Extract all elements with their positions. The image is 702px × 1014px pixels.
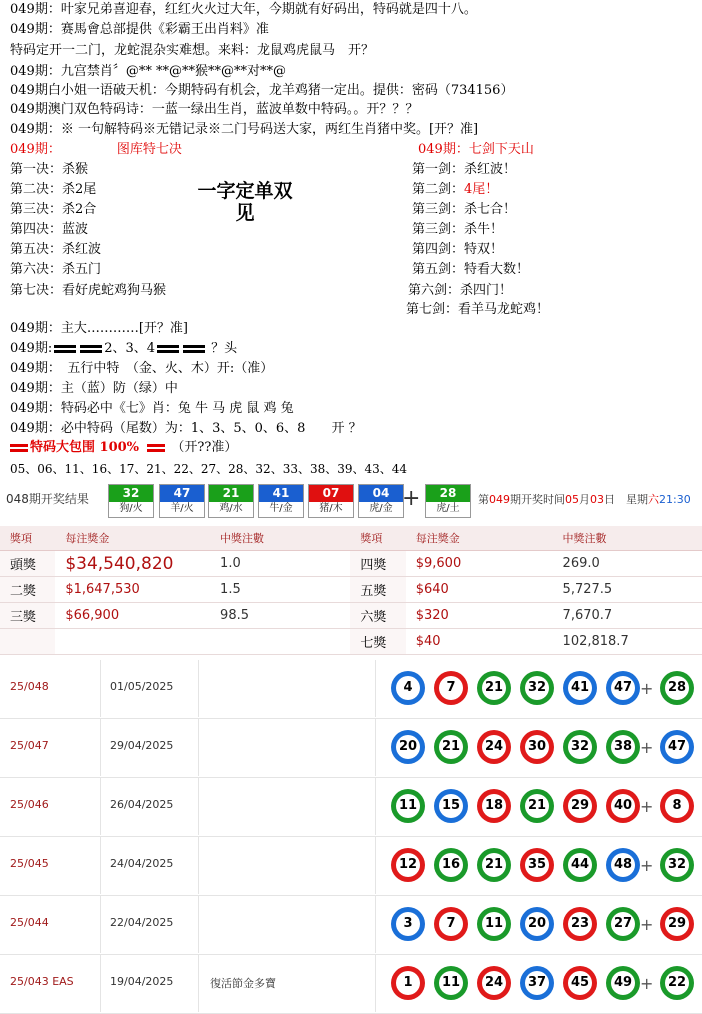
plus-sign: +: [640, 738, 654, 757]
ball-number: 45: [568, 971, 592, 995]
lottery-ball: [606, 966, 640, 1000]
right-item: [412, 260, 529, 279]
ball-number: 12: [396, 853, 420, 877]
draw-date: 22/04/2025: [110, 916, 174, 929]
result-ball-chip: [425, 484, 471, 518]
draw-number: 25/044: [10, 916, 49, 929]
result-ball-number: 04: [359, 485, 403, 502]
prize-amount: $34,540,820: [55, 551, 210, 577]
column-separator: [198, 896, 199, 953]
draw-result-strip: [0, 482, 702, 518]
right-item-label: 第四剑：: [412, 242, 465, 257]
prize-tier: 四獎: [350, 551, 405, 577]
lottery-ball: [434, 848, 468, 882]
lottery-ball: [520, 907, 554, 941]
history-row: [0, 778, 702, 837]
history-row: [0, 896, 702, 955]
left-item: 第一决：杀猴: [10, 162, 89, 177]
result-ball-number: 07: [309, 485, 353, 502]
result-ball-number: 28: [426, 485, 470, 502]
column-separator: [198, 719, 199, 776]
draw-number: 25/047: [10, 739, 49, 752]
ball-number: 29: [665, 912, 689, 936]
left-item: 第三决：杀2合: [10, 202, 97, 217]
prize-tier: 二獎: [0, 577, 55, 603]
ball-number: 24: [482, 971, 506, 995]
prize-amount: $320: [406, 603, 553, 629]
result-ball-zodiac: 狗/火: [119, 503, 143, 514]
lottery-ball: [391, 907, 425, 941]
draw-number: 25/043 EAS: [10, 975, 74, 988]
prediction-line-6: 049期澳门双色特码诗：一蓝一绿出生肖，蓝波单数中特码。。开？？？: [10, 102, 419, 117]
lower-line-3: 049期： 五行中特 （金、火、木）开:（准）: [10, 361, 274, 376]
prediction-line-1: 049期：叶家兄弟喜迎春，红红火火过大年，今期就有好码出，特码就是四十八。: [10, 2, 477, 17]
ball-number: 21: [482, 853, 506, 877]
ball-number: 7: [439, 912, 463, 936]
lottery-ball: [391, 671, 425, 705]
prize-tier: [0, 629, 55, 655]
prediction-line-3: 特码定开一二门，龙蛇混杂实难想。来料：龙鼠鸡虎鼠马 开？: [10, 43, 375, 58]
lottery-ball: [434, 907, 468, 941]
ball-number: 47: [665, 735, 689, 759]
center-big-line-1: 一字定单双: [197, 180, 293, 202]
result-ball-chip: [208, 484, 254, 518]
lower-line-4: 049期：主（蓝）防（绿）中: [10, 381, 178, 396]
prize-header: 獎項: [350, 526, 405, 551]
lottery-ball: [520, 848, 554, 882]
prize-row: [0, 603, 702, 629]
lottery-ball: [520, 671, 554, 705]
right-item: [412, 200, 516, 219]
lottery-ball: [606, 907, 640, 941]
column-separator: [100, 837, 101, 894]
ball-number: 3: [396, 912, 420, 936]
ball-number: 24: [482, 735, 506, 759]
result-ball-number: 21: [209, 485, 253, 502]
prize-winners: 98.5: [210, 603, 350, 629]
lottery-ball: [434, 966, 468, 1000]
right-item-label: 第一剑：: [412, 162, 465, 177]
draw-date: 19/04/2025: [110, 975, 174, 988]
ball-number: 37: [525, 971, 549, 995]
lottery-ball: [520, 730, 554, 764]
left-item: 第五决：杀红波: [10, 242, 102, 257]
result-ball-zodiac: 虎/金: [369, 503, 393, 514]
lower-line-2-suffix: ？头: [211, 341, 238, 356]
lower-line-1: 049期：主大…………[开？准]: [10, 321, 188, 336]
result-ball-chip: [108, 484, 154, 518]
lottery-ball: [563, 789, 597, 823]
right-item-value: 杀四门！: [460, 283, 513, 298]
lottery-ball: [520, 966, 554, 1000]
result-ball-zodiac: 鸡/水: [219, 503, 243, 514]
left-item: 第四决：蓝波: [10, 222, 89, 237]
plus-sign: +: [640, 915, 654, 934]
lottery-ball: [606, 848, 640, 882]
info-day: 03: [590, 493, 604, 506]
result-ball-number: 47: [160, 485, 204, 502]
lottery-ball: [391, 730, 425, 764]
right-item-value: 看羊马龙蛇鸡！: [458, 302, 550, 317]
lower-line-6: 049期：必中特码（尾数）为：1、3、5、0、6、8 开 ？: [10, 421, 362, 436]
ball-number: 8: [665, 794, 689, 818]
special-ball: [660, 966, 694, 1000]
ball-number: 11: [396, 794, 420, 818]
ball-number: 30: [525, 735, 549, 759]
left-heading: [10, 140, 182, 159]
ball-number: 1: [396, 971, 420, 995]
draw-date: 29/04/2025: [110, 739, 174, 752]
ball-number: 18: [482, 794, 506, 818]
special-ball: [660, 730, 694, 764]
column-separator: [100, 896, 101, 953]
right-heading-title: 七剑下天山: [468, 142, 534, 157]
lottery-ball: [391, 966, 425, 1000]
column-separator: [375, 778, 376, 835]
bar-mark: [157, 345, 179, 353]
center-big-line-2: 见: [235, 202, 255, 224]
lower-line-7-suffix: （开??准）: [171, 440, 238, 455]
special-ball: [660, 848, 694, 882]
prediction-line-5: 049期白小姐一语破天机：今期特码有机会，龙羊鸡猪一定出。提供：密码（734156）: [10, 83, 514, 98]
result-ball-zodiac: 牛/金: [269, 503, 293, 514]
right-item: [412, 240, 503, 259]
prize-header: 每注獎金: [55, 526, 210, 551]
right-item-label: 第三剑：: [412, 202, 465, 217]
lottery-ball: [563, 671, 597, 705]
ball-number: 35: [525, 853, 549, 877]
lower-line-7-title: 特码大包围 100%: [30, 440, 140, 455]
ball-number: 16: [439, 853, 463, 877]
ball-number: 15: [439, 794, 463, 818]
prize-row: [0, 629, 702, 655]
special-ball: [660, 907, 694, 941]
column-separator: [198, 778, 199, 835]
ball-number: 48: [611, 853, 635, 877]
result-ball-number: 32: [109, 485, 153, 502]
prize-winners: 1.5: [210, 577, 350, 603]
draw-history: [0, 660, 702, 1014]
right-item-label: 第五剑：: [412, 262, 465, 277]
plus-sign: +: [402, 486, 421, 511]
lower-line-2-digits: 2、3、4: [104, 341, 156, 356]
history-row: [0, 837, 702, 896]
column-separator: [100, 955, 101, 1012]
red-bar-mark: [10, 444, 28, 452]
right-item-label: 第三剑：: [412, 222, 465, 237]
lottery-ball: [391, 848, 425, 882]
prize-winners: 269.0: [553, 551, 702, 577]
left-item: 第六决：杀五门: [10, 262, 102, 277]
ball-number: 21: [525, 794, 549, 818]
info-text: 第: [478, 493, 489, 506]
prize-amount: $640: [406, 577, 553, 603]
prize-winners: [210, 629, 350, 655]
prize-amount: $1,647,530: [55, 577, 210, 603]
result-ball-zodiac: 羊/火: [170, 503, 194, 514]
info-month: 05: [565, 493, 579, 506]
lottery-ball: [477, 966, 511, 1000]
ball-number: 21: [439, 735, 463, 759]
ball-number: 11: [439, 971, 463, 995]
right-item: [412, 220, 503, 239]
history-row: [0, 660, 702, 719]
plus-sign: +: [640, 797, 654, 816]
next-draw-info: [478, 491, 691, 507]
history-row: [0, 955, 702, 1014]
column-separator: [198, 660, 199, 717]
left-heading-title: 图库特七决: [116, 142, 182, 157]
result-ball-zodiac: 虎/土: [436, 503, 460, 514]
prize-tier: 六獎: [350, 603, 405, 629]
draw-note: 復活節金多寶: [210, 977, 276, 990]
column-separator: [100, 778, 101, 835]
special-ball: [660, 789, 694, 823]
ball-number: 28: [665, 676, 689, 700]
prize-winners: 1.0: [210, 551, 350, 577]
prize-tier: 頭獎: [0, 551, 55, 577]
right-item: [408, 281, 512, 300]
prize-row: [0, 577, 702, 603]
ball-number: 47: [611, 676, 635, 700]
right-item-value: 特双！: [464, 242, 504, 257]
left-heading-period: 049期：: [10, 142, 61, 157]
lower-line-5: 049期：特码必中《七》肖：兔 牛 马 虎 鼠 鸡 兔: [10, 401, 294, 416]
number-list: 05、06、11、16、17、21、22、27、28、32、33、38、39、43、44: [10, 462, 408, 476]
draw-result-label: 048期开奖结果: [6, 492, 89, 506]
right-item: [406, 300, 549, 319]
plus-sign: +: [640, 856, 654, 875]
lottery-ball: [606, 730, 640, 764]
result-ball-zodiac: 猪/木: [319, 503, 343, 514]
lottery-ball: [477, 730, 511, 764]
prize-header: 獎項: [0, 526, 55, 551]
ball-number: 44: [568, 853, 592, 877]
ball-number: 7: [439, 676, 463, 700]
result-ball-number: 41: [259, 485, 303, 502]
prediction-line-2: 049期：赛馬會总部提供《彩霸王出肖料》准: [10, 22, 269, 37]
prize-table: [0, 526, 702, 655]
ball-number: 38: [611, 735, 635, 759]
lottery-ball: [434, 789, 468, 823]
lower-line-2-period: 049期:: [10, 341, 53, 356]
right-item-value: 特看大数！: [464, 262, 530, 277]
draw-date: 24/04/2025: [110, 857, 174, 870]
ball-number: 4: [396, 676, 420, 700]
info-weekday: 六: [648, 493, 659, 506]
ball-number: 20: [396, 735, 420, 759]
column-separator: [375, 660, 376, 717]
column-separator: [375, 837, 376, 894]
prize-winners: 5,727.5: [553, 577, 702, 603]
lottery-ball: [563, 848, 597, 882]
plus-sign: +: [640, 679, 654, 698]
lottery-ball: [606, 789, 640, 823]
lower-line-7: [10, 438, 237, 457]
prediction-line-4: 049期：九宫禁肖〞@** **@**猴**@**对**@: [10, 64, 286, 79]
lottery-ball: [477, 671, 511, 705]
lottery-ball: [434, 730, 468, 764]
lottery-ball: [477, 848, 511, 882]
result-ball-chip: [159, 484, 205, 518]
red-bar-mark: [147, 444, 165, 452]
lottery-ball: [563, 730, 597, 764]
info-time: 21:30: [659, 493, 691, 506]
info-period: 049: [489, 493, 510, 506]
column-separator: [375, 719, 376, 776]
draw-number: 25/045: [10, 857, 49, 870]
prize-amount: $66,900: [55, 603, 210, 629]
ball-number: 23: [568, 912, 592, 936]
info-text: 期开奖时间: [510, 493, 565, 506]
lottery-ball: [563, 966, 597, 1000]
column-separator: [198, 837, 199, 894]
right-heading: [418, 140, 534, 159]
lottery-ball: [563, 907, 597, 941]
ball-number: 20: [525, 912, 549, 936]
right-item: [412, 160, 516, 179]
prize-amount: [55, 629, 210, 655]
special-ball: [660, 671, 694, 705]
center-big-title: [180, 180, 310, 224]
prize-tier: 五獎: [350, 577, 405, 603]
column-separator: [198, 955, 199, 1012]
prize-row: [0, 551, 702, 577]
prize-winners: 102,818.7: [553, 629, 702, 655]
bar-mark: [183, 345, 205, 353]
bar-mark: [80, 345, 102, 353]
column-separator: [100, 660, 101, 717]
prize-amount: $40: [406, 629, 553, 655]
ball-number: 49: [611, 971, 635, 995]
right-item-label: 第七剑：: [406, 302, 459, 317]
prize-tier: 三獎: [0, 603, 55, 629]
draw-date: 01/05/2025: [110, 680, 174, 693]
draw-date: 26/04/2025: [110, 798, 174, 811]
right-item-value: 4尾！: [464, 182, 499, 197]
prize-amount: $9,600: [406, 551, 553, 577]
ball-number: 40: [611, 794, 635, 818]
history-row: [0, 719, 702, 778]
lottery-ball: [520, 789, 554, 823]
right-item-label: 第二剑：: [412, 182, 465, 197]
right-item-value: 杀牛！: [464, 222, 504, 237]
bar-mark: [54, 345, 76, 353]
right-item: [412, 180, 498, 199]
ball-number: 32: [568, 735, 592, 759]
info-text: 日 星期: [604, 493, 648, 506]
lottery-ball: [434, 671, 468, 705]
ball-number: 29: [568, 794, 592, 818]
prize-tier: 七獎: [350, 629, 405, 655]
prize-header: 中獎注數: [210, 526, 350, 551]
ball-number: 21: [482, 676, 506, 700]
column-separator: [375, 955, 376, 1012]
lottery-ball: [477, 907, 511, 941]
right-item-value: 杀七合！: [464, 202, 517, 217]
prediction-line-7: 049期：※ 一句解特码※无错记录※二门号码送大家，两红生肖猪中奖。[开？准]: [10, 122, 479, 137]
lottery-ball: [391, 789, 425, 823]
ball-number: 11: [482, 912, 506, 936]
draw-number: 25/046: [10, 798, 49, 811]
ball-number: 22: [665, 971, 689, 995]
lower-line-2: [10, 339, 237, 358]
prize-header: 中獎注數: [553, 526, 702, 551]
right-heading-period: 049期：: [418, 142, 469, 157]
plus-sign: +: [640, 974, 654, 993]
right-item-value: 杀红波！: [464, 162, 517, 177]
right-item-label: 第六剑：: [408, 283, 461, 298]
lottery-ball: [606, 671, 640, 705]
lottery-ball: [477, 789, 511, 823]
column-separator: [375, 896, 376, 953]
prize-winners: 7,670.7: [553, 603, 702, 629]
draw-number: 25/048: [10, 680, 49, 693]
ball-number: 27: [611, 912, 635, 936]
ball-number: 32: [525, 676, 549, 700]
result-ball-chip: [308, 484, 354, 518]
column-separator: [100, 719, 101, 776]
left-item: 第二决：杀2尾: [10, 182, 97, 197]
info-text: 月: [579, 493, 590, 506]
result-ball-chip: [358, 484, 404, 518]
ball-number: 41: [568, 676, 592, 700]
result-ball-chip: [258, 484, 304, 518]
left-item: 第七决：看好虎蛇鸡狗马猴: [10, 283, 167, 298]
prize-header: 每注獎金: [406, 526, 553, 551]
ball-number: 32: [665, 853, 689, 877]
